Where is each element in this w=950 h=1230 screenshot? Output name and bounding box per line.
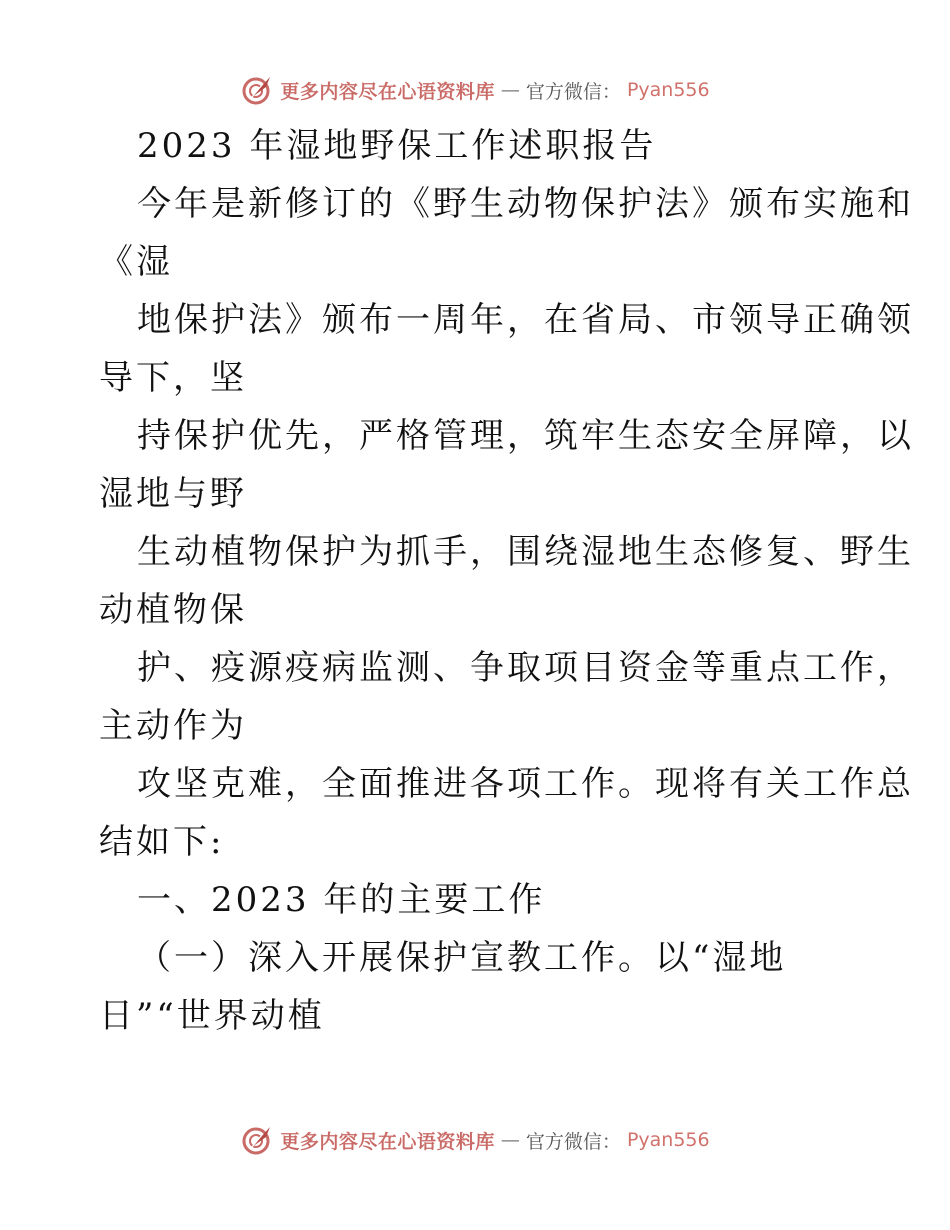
document-line: 攻坚克难，全面推进各项工作。现将有关工作总	[137, 764, 914, 804]
watermark-brand-text: 更多内容尽在心语资料库	[280, 1130, 495, 1153]
document-body	[99, 117, 914, 1045]
watermark-contact-label: 官方微信：	[525, 80, 621, 103]
document-line: 结如下:	[99, 822, 225, 862]
document-line: 动植物保	[99, 590, 247, 630]
document-line: （一）深入开展保护宣教工作。以“湿地	[137, 938, 787, 978]
watermark-contact-label: 官方微信：	[525, 1130, 621, 1153]
document-line: 主动作为	[99, 706, 247, 746]
watermark-dash: —	[500, 79, 520, 101]
watermark-dash: —	[500, 1129, 520, 1151]
quill-logo-icon	[240, 73, 274, 107]
document-line: 护、疫源疫病监测、争取项目资金等重点工作，	[137, 648, 914, 688]
document-title: 2023 年湿地野保工作述职报告	[137, 126, 657, 166]
document-line: 持保护优先，严格管理，筑牢生态安全屏障，以	[137, 416, 914, 456]
header-watermark	[0, 70, 950, 110]
document-line: 今年是新修订的《野生动物保护法》颁布实施和	[137, 184, 914, 224]
document-line: 《湿	[99, 242, 173, 282]
document-line: 一、2023 年的主要工作	[137, 880, 546, 920]
document-line: 湿地与野	[99, 474, 247, 514]
document-line: 生动植物保护为抓手，围绕湿地生态修复、野生	[137, 532, 914, 572]
watermark-brand-text: 更多内容尽在心语资料库	[280, 80, 495, 103]
quill-logo-icon	[240, 1123, 274, 1157]
document-line: 日”“世界动植	[99, 996, 325, 1036]
footer-watermark	[0, 1120, 950, 1160]
watermark-contact-id: Pyan556	[626, 79, 710, 101]
watermark-contact-id: Pyan556	[626, 1129, 710, 1151]
document-line: 地保护法》颁布一周年，在省局、市领导正确领	[137, 300, 914, 340]
document-lines	[99, 175, 914, 1045]
document-line: 导下，坚	[99, 358, 247, 398]
